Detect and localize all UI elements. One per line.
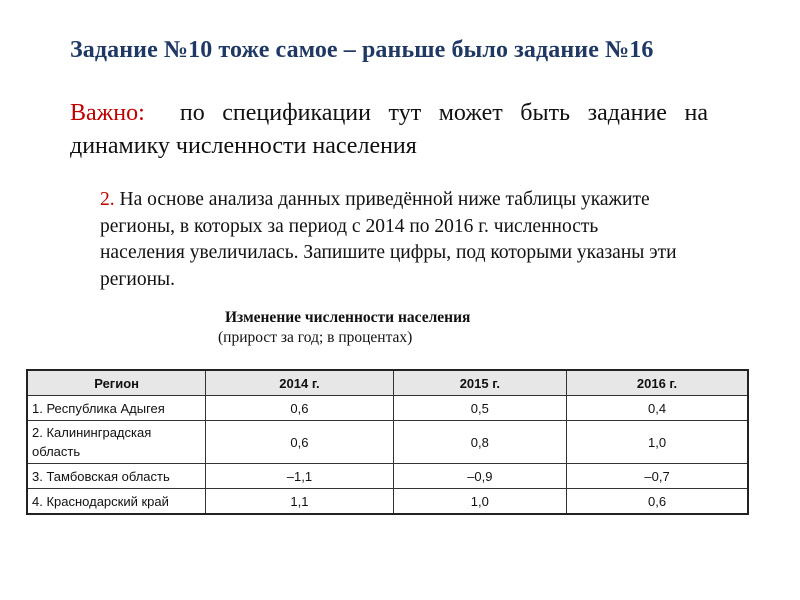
table-row bbox=[27, 489, 748, 515]
cell-value: –0,9 bbox=[393, 464, 566, 489]
important-text: по спецификации тут может быть задание на динамику численности населения bbox=[70, 100, 714, 159]
header-2015: 2015 г. bbox=[393, 370, 566, 396]
table-caption-subtitle: (прирост за год; в процентах) bbox=[218, 329, 413, 346]
important-note bbox=[70, 97, 714, 163]
cell-value: 0,8 bbox=[393, 421, 566, 464]
cell-value: 0,6 bbox=[206, 396, 393, 421]
population-table bbox=[26, 369, 749, 515]
slide-title: Задание №10 тоже самое – раньше было задание №16 bbox=[70, 37, 654, 63]
cell-value: –0,7 bbox=[567, 464, 748, 489]
table-row bbox=[27, 464, 748, 489]
table-header-row bbox=[27, 370, 748, 396]
cell-region: 4. Краснодарский край bbox=[27, 489, 206, 515]
table-caption-title: Изменение численности населения bbox=[225, 309, 471, 326]
important-label: Важно: bbox=[70, 100, 145, 126]
cell-value: –1,1 bbox=[206, 464, 393, 489]
header-2014: 2014 г. bbox=[206, 370, 393, 396]
cell-region: 3. Тамбовская область bbox=[27, 464, 206, 489]
header-region: Регион bbox=[27, 370, 206, 396]
task-number: 2. bbox=[100, 189, 115, 210]
cell-value: 1,0 bbox=[567, 421, 748, 464]
table-row bbox=[27, 396, 748, 421]
cell-region: 1. Республика Адыгея bbox=[27, 396, 206, 421]
cell-value: 1,1 bbox=[206, 489, 393, 515]
table-row bbox=[27, 421, 748, 464]
cell-region: 2. Калининградская область bbox=[27, 421, 206, 464]
header-2016: 2016 г. bbox=[567, 370, 748, 396]
cell-value: 0,6 bbox=[567, 489, 748, 515]
cell-value: 0,6 bbox=[206, 421, 393, 464]
cell-value: 0,4 bbox=[567, 396, 748, 421]
cell-value: 1,0 bbox=[393, 489, 566, 515]
task-body: На основе анализа данных приведённой ниже таблицы укажите регионы, в которых за период с 2014 по 2016 г. численность населения увеличилась. Запишите цифры, под которыми указаны эти регионы. bbox=[100, 189, 677, 290]
task-text bbox=[100, 187, 680, 293]
cell-value: 0,5 bbox=[393, 396, 566, 421]
